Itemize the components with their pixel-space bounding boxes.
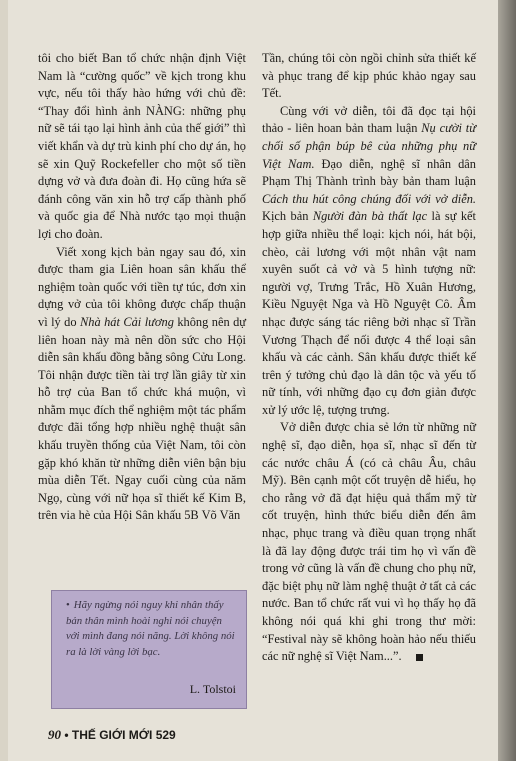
right-paragraph-2-italic-3: Người đàn bà thất lạc (312, 209, 428, 224)
right-paragraph-2-italic-1: Nụ cười từ chối số phận búp bê của những phụ nữ Việt Nam. (262, 121, 476, 171)
page-edge-shadow (498, 0, 516, 761)
quote-box (51, 590, 247, 709)
magazine-page (8, 0, 500, 761)
right-paragraph-2-text-c: Kịch bản (262, 209, 313, 224)
right-paragraph-2-italic-2: Cách thu hút công chúng đối với vở diễn. (262, 191, 476, 206)
right-paragraph-2-text-b: Đạo diễn, nghệ sĩ nhân dân Phạm Thị Thành trình bày bản tham luận (262, 156, 476, 189)
left-paragraph-1: tôi cho biết Ban tổ chức nhận định Việt Nam là “cường quốc” về kịch trong khu vực, nếu tôi thấy hào hứng với chủ đề: “Thay đổi hình ảnh NÀNG: những phụ nữ sẽ tái tạo lại hình ảnh của thế giới” thì viết khẩn và dự trù kinh phí cho dự án, họ sẽ xin Quỹ Rockefeller cho một số tiền dựng vở và đưa đoàn đi. Họ cũng hứa sẽ đánh công văn xin hỗ trợ cấp thành phố và quốc gia để Nhà nước tạo mọi thuận lợi cho đoàn. (38, 51, 246, 241)
left-paragraph-2-text-b: không nên dự liên hoan này mà nên dồn sức cho Hội diễn sân khấu đồng bằng sông Cửu Long. Tôi nhận được tiền tài trợ lần giây từ xin hỗ trợ của Ban tổ chức khá muộn, vì nhằm mục đích thể nghiệm một tác phẩm được đãi tổng hợp nhiều nghệ thuật sân khấu truyền thống của Việt Nam, tôi còn gặp khó khăn từ những diễn viên bận bịu mùa diễn Tết. Ngay cuối cùng của năm Ngọ, cùng với nữ họa sĩ thiết kế Kim B, trên via hè của Hội Sân khấu 5B Võ Văn (38, 314, 246, 523)
right-paragraph-3-text: Vở diễn được chia sẻ lớn từ những nữ nghệ sĩ, đạo diễn, họa sĩ, nhạc sĩ đến từ các nước châu Á (có cả châu Âu, châu Mỹ). Bên cạnh một cốt truyện dễ hiểu, họ cho rằng vở đã đạt hiệu quả thẩm mỹ từ cốt truyện, hình thức biểu diễn đến âm nhạc, phục trang và điều quan trọng nhất là đã lay động được trái tim họ vì vấn đề trong vở cũng là vấn đề chung cho phụ nữ, đặc biệt phụ nữ làm nghệ thuật ở tất cả các nước. Ban tổ chức rất vui vì họ thấy họ đã không nói quá khi ghi trong thư mời: “Festival này sẽ không hoàn hảo nếu thiếu các nữ nghệ sĩ Việt Nam...”. (262, 420, 476, 664)
right-paragraph-2-text-d: là sự kết hợp giữa nhiều thể loại: kịch nói, hát bội, chèo, cải lương với một nhân vật nam xuyên suốt cả vở và 5 hình tượng nữ: người vợ, Trưng Trắc, Hồ Xuân Hương, Kiều Nguyệt Nga và Hồ Nguyệt Cô. Âm nhạc được sáng tác riêng bởi nhạc sĩ Trần Vương Thạch để nối được 4 thể loại sân khấu và các cảnh. Sân khấu được thiết kế trên ý tưởng chủ đạo là dân tộc và yếu tố nữ tính, với những đạo cụ đơn giản được xử lý ước lệ, tượng trưng. (262, 209, 476, 417)
right-paragraph-1: Tần, chúng tôi còn ngồi chỉnh sửa thiết kế và phục trang để kịp phúc khảo ngay sau Tết. (262, 51, 476, 101)
right-paragraph-2 (262, 103, 476, 420)
left-column (38, 50, 246, 525)
right-column (262, 50, 476, 666)
right-paragraph-3 (262, 419, 476, 665)
page-footer (48, 727, 176, 743)
end-of-article-mark (416, 654, 423, 661)
footer-separator: • (64, 728, 69, 742)
page-number: 90 (48, 727, 61, 742)
quote-author: L. Tolstoi (189, 682, 236, 697)
quote-bullet: • (66, 599, 70, 611)
left-paragraph-2-italic: Nhà hát Cải lương (79, 314, 174, 329)
left-paragraph-2 (38, 244, 246, 526)
magazine-name: THẾ GIỚI MỚI 529 (71, 728, 176, 742)
left-paragraph-2-text-a: Viết xong kịch bản ngay sau đó, xin được tham gia Liên hoan sân khấu thể nghiệm toàn quốc với tiền tự túc, đơn xin dựng vở của tôi không được chấp thuận vì lý do (38, 244, 246, 329)
right-paragraph-2-text-a: Cùng với vở diễn, tôi đã đọc tại hội thảo - liên hoan bản tham luận (262, 103, 476, 136)
quote-text: Hãy ngừng nói nguy khi nhân thấy bản thân mình hoài nghi nói chuyện với mình đang nói năng. Lời không nói ra là lời vàng lời bạc. (66, 599, 235, 658)
